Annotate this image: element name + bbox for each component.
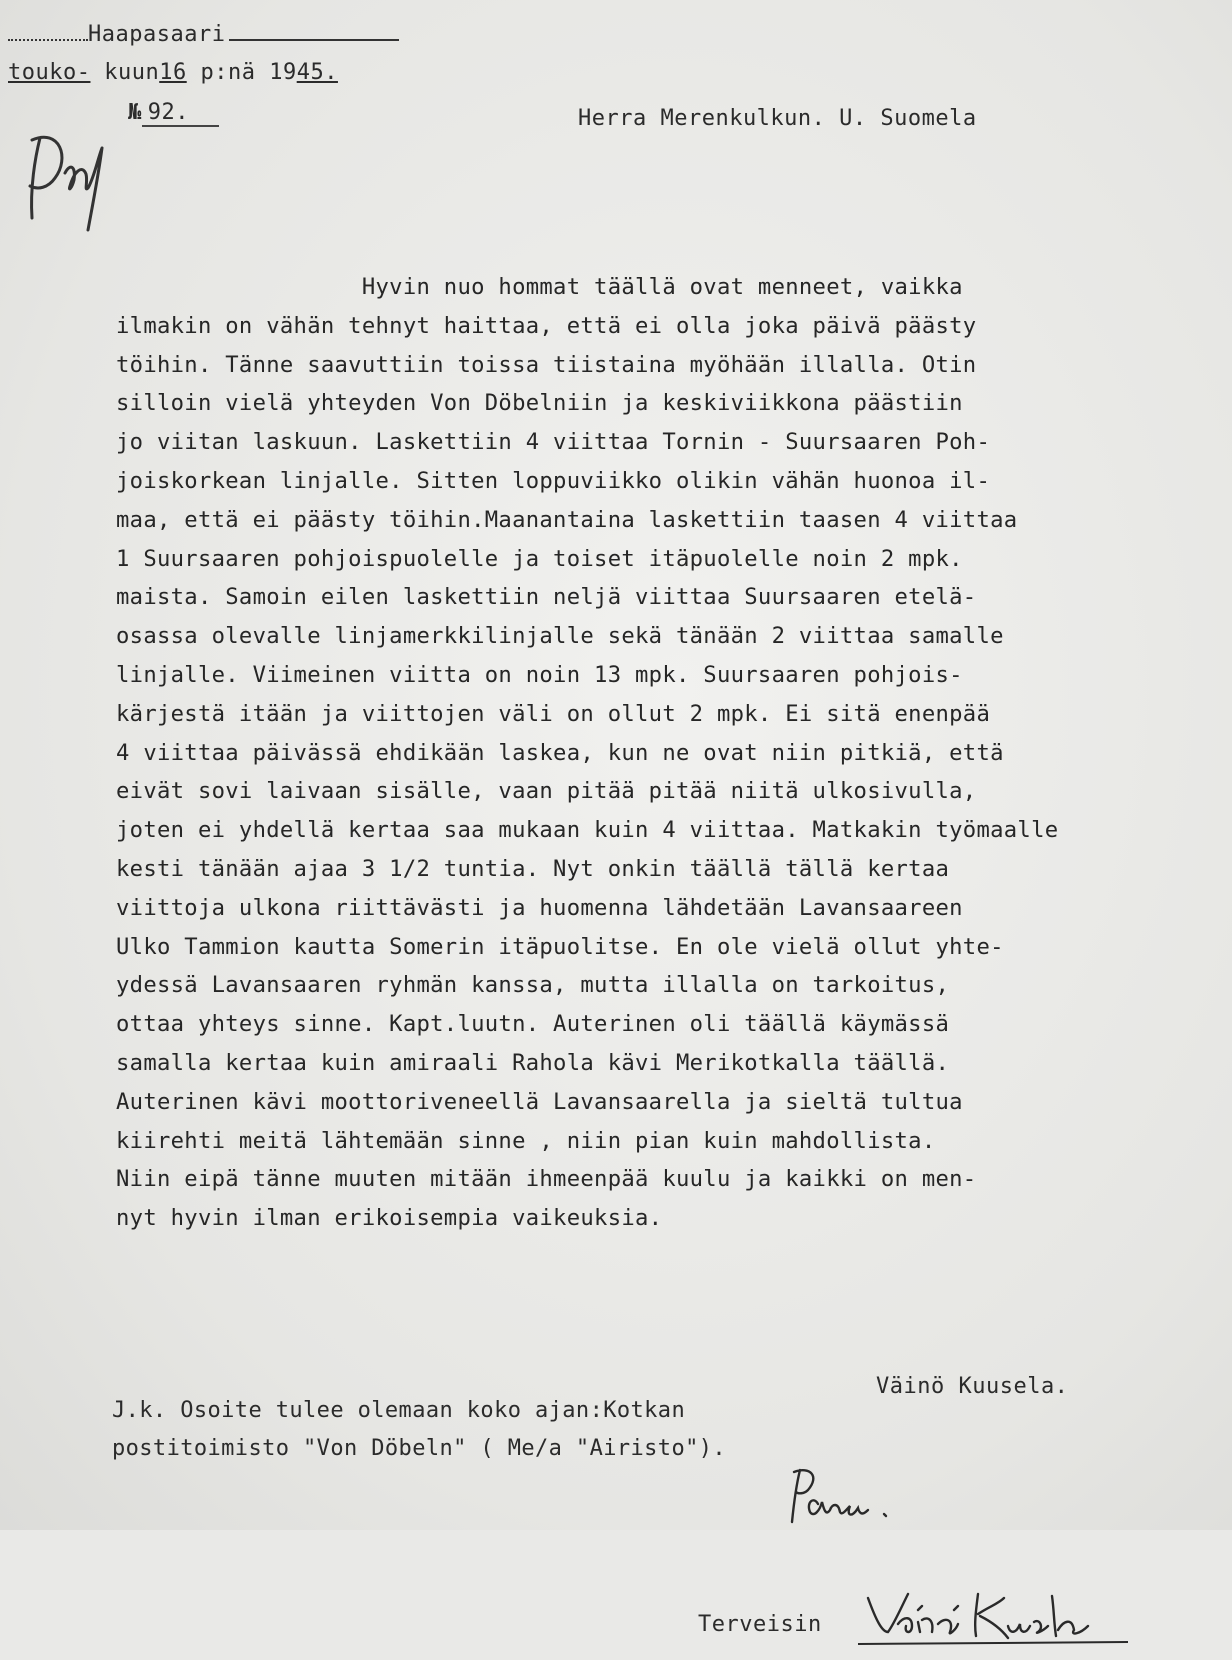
body-line: linjalle. Viimeinen viitta on noin 13 mpk. Suursaaren pohjois-	[116, 661, 963, 688]
body-line: kärjestä itään ja viittojen väli on ollut 2 mpk. Ei sitä enenpää	[116, 700, 991, 727]
body-line: jo viitan laskuun. Laskettiin 4 viittaa Tornin - Suursaaren Poh-	[116, 429, 991, 456]
date-day-word: p:nä	[200, 60, 256, 85]
body-line: ilmakin on vähän tehnyt haittaa, että ei olla joka päivä päästy	[116, 312, 977, 339]
handwritten-initials	[10, 118, 120, 238]
body-line: Ulko Tammion kautta Somerin itäpuolitse. En ole vielä ollut yhte-	[116, 933, 1004, 960]
body-line: ottaa yhteys sinne. Kapt.luutn. Auterinen oli täällä käymässä	[116, 1011, 950, 1038]
date-line	[8, 60, 338, 85]
body-line: osassa olevalle linjamerkkilinjalle sekä tänään 2 viittaa samalle	[116, 623, 1004, 650]
closing-greeting: Terveisin	[698, 1612, 822, 1637]
place-name: Haapasaari	[88, 22, 226, 47]
body-line: kesti tänään ajaa 3 1/2 tuntia. Nyt onkin täällä tällä kertaa	[116, 855, 950, 882]
body-line: maa, että ei päästy töihin.Maanantaina laskettiin taasen 4 viittaa	[116, 506, 1018, 533]
body-line: maista. Samoin eilen laskettiin neljä viittaa Suursaaren etelä-	[116, 584, 977, 611]
body-line: joten ei yhdellä kertaa saa mukaan kuin 4 viittaa. Matkakin työmaalle	[116, 817, 1059, 844]
date-year: 45.	[296, 60, 338, 85]
postscript-line: J.k. Osoite tulee olemaan koko ajan:Kotkan	[112, 1398, 686, 1423]
postscript-line: postitoimisto "Von Döbeln" ( Me/a "Airisto").	[112, 1436, 727, 1461]
letter-body	[116, 268, 1226, 1238]
number-label: №	[128, 100, 142, 125]
date-year-prefix: 19	[269, 60, 297, 85]
handwritten-initials-bottom	[780, 1462, 920, 1530]
body-line: kiirehti meitä lähtemään sinne , niin pian kuin mahdollista.	[116, 1127, 936, 1154]
body-line: 4 viittaa päivässä ehdikään laskea, kun ne ovat niin pitkiä, että	[116, 739, 1004, 766]
document-number	[128, 100, 219, 125]
date-day: 16	[159, 60, 187, 85]
number-value: 92.	[142, 100, 219, 127]
body-line: samalla kertaa kuin amiraali Rahola kävi Merikotkalla täällä.	[116, 1049, 950, 1076]
body-line: joiskorkean linjalle. Sitten loppuviikko olikin vähän huonoa il-	[116, 467, 991, 494]
body-line: eivät sovi laivaan sisälle, vaan pitää pitää niitä ulkosivulla,	[116, 778, 977, 805]
body-line: Niin eipä tänne muuten mitään ihmeenpää kuulu ja kaikki on men-	[116, 1166, 977, 1193]
body-line: silloin vielä yhteyden Von Döbelniin ja keskiviikkona päästiin	[116, 390, 963, 417]
body-line: ydessä Lavansaaren ryhmän kanssa, mutta illalla on tarkoitus,	[116, 972, 950, 999]
place-line	[8, 22, 399, 47]
body-line: Auterinen kävi moottoriveneellä Lavansaarella ja sieltä tultua	[116, 1088, 963, 1115]
body-line: 1 Suursaaren pohjoispuolelle ja toiset itäpuolelle noin 2 mpk.	[116, 545, 963, 572]
body-line: Hyvin nuo hommat täällä ovat menneet, vaikka	[116, 274, 963, 300]
date-month-prefix: touko-	[8, 60, 91, 85]
place-dots	[8, 39, 88, 41]
addressee: Herra Merenkulkun. U. Suomela	[578, 106, 977, 131]
date-month-suffix: kuun	[104, 60, 160, 85]
body-line: nyt hyvin ilman erikoisempia vaikeuksia.	[116, 1205, 663, 1232]
body-line: töihin. Tänne saavuttiin toissa tiistaina myöhään illalla. Otin	[116, 351, 977, 378]
body-line: viittoja ulkona riittävästi ja huomenna lähdetään Lavansaareen	[116, 894, 963, 921]
signer-name: Väinö Kuusela.	[876, 1374, 1069, 1399]
postscript	[112, 1392, 726, 1468]
signature	[858, 1580, 1148, 1660]
place-underline	[229, 39, 399, 41]
